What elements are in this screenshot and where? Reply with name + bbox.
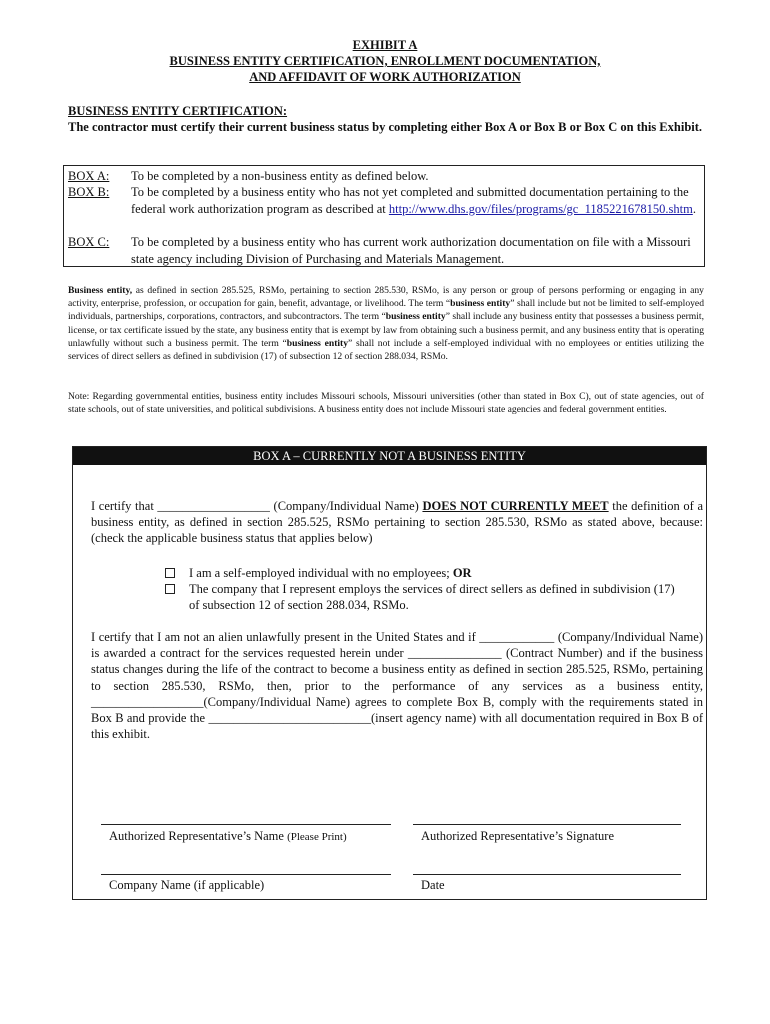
definition-text-a: as defined in section 285.525, RSMo, pertaining to section 285.530, RSMo, is any person or group of persons performing or engaging in any activity, enterprise, profession, or occupation for gain, benefit, advantage, or livelihood. The term “	[68, 285, 704, 310]
date-line[interactable]	[413, 874, 681, 875]
box-b-description	[131, 184, 701, 217]
certification-heading: BUSINESS ENTITY CERTIFICATION:	[68, 104, 288, 118]
exhibit-title	[0, 37, 770, 85]
rep-name-note: (Please Print)	[287, 831, 347, 843]
definition-term-4: business entity	[286, 337, 349, 349]
checkbox-direct-sellers[interactable]	[165, 584, 175, 594]
option1-text: I am a self-employed individual with no employees;	[189, 566, 453, 580]
box-b-text: To be completed by a business entity who has not yet completed and submitted documentation pertaining to the federal work authorization program as described at	[131, 185, 689, 216]
box-a-label: BOX A:	[68, 169, 110, 183]
box-options-table	[63, 165, 705, 267]
certify-text-b: the definition of a business entity, as defined in section 285.525, RSMo pertaining to section 285.530, RSMo as stated above, because: (check the applicable business status that applies below)	[91, 499, 703, 545]
option1-or: OR	[452, 566, 472, 580]
definition-term-3: business entity	[385, 311, 446, 323]
title-line-2: BUSINESS ENTITY CERTIFICATION, ENROLLMENT DOCUMENTATION,	[169, 54, 601, 68]
certify-emphasis: DOES NOT CURRENTLY MEET	[422, 499, 609, 513]
signature-line[interactable]	[413, 824, 681, 825]
box-c-label: BOX C:	[68, 235, 110, 249]
box-a-title: BOX A – CURRENTLY NOT A BUSINESS ENTITY	[73, 447, 706, 465]
title-line-1: EXHIBIT A	[352, 38, 418, 52]
certify-paragraph	[91, 498, 703, 546]
definition-text-d: ” shall not include a self-employed individual with no employees or entities utilizing the services of direct sellers as defined in subdivision (17) of subsection 12 of section 288.034, RSMo.	[68, 337, 704, 363]
business-entity-definition	[68, 284, 704, 363]
title-line-3: AND AFFIDAVIT OF WORK AUTHORIZATION	[249, 70, 521, 84]
box-a-form	[72, 446, 707, 900]
rep-name-text: Authorized Representative’s Name	[109, 829, 288, 843]
checkbox-self-employed[interactable]	[165, 568, 175, 578]
company-name-label: Company Name (if applicable)	[109, 878, 265, 892]
rep-signature-label: Authorized Representative’s Signature	[421, 829, 614, 843]
alien-certify-paragraph: I certify that I am not an alien unlawfully present in the United States and if ____________ (Company/Individual Name) is awarded a contract for the services requested herein under _______________ (Contract Number) and if the business status changes during the life of the contract to become a business entity as defined in section 285.525, RSMo, pertaining to section 285.530, RSMo, then, prior to the performance of any services as a business entity, __________________(Company/Individual Name) agrees to complete Box B, comply with the requirements stated in Box B and provide the __________________________(insert agency name) with all documentation required in Box B of this exhibit.	[91, 630, 703, 742]
definition-term: Business entity,	[68, 285, 133, 296]
date-label: Date	[421, 878, 445, 892]
certify-text-a: I certify that __________________ (Company/Individual Name)	[91, 499, 423, 513]
name-signature-line[interactable]	[101, 824, 391, 825]
definition-term-2: business entity	[450, 298, 511, 310]
dhs-link[interactable]: http://www.dhs.gov/files/programs/gc_1185221678150.shtm	[388, 201, 693, 216]
box-a-description: To be completed by a non-business entity as defined below.	[131, 169, 429, 183]
option-direct-sellers-label: The company that I represent employs the services of direct sellers as defined in subdivision (17) of subsection 12 of section 288.034, RSMo.	[189, 582, 675, 612]
definition-text-b: ” shall include but not be limited to self-employed individuals, partnerships, corporations, contractors, and subcontractors. The term “	[68, 298, 704, 323]
definition-text-c: ” shall include any business entity that possesses a business permit, license, or tax certificate issued by the state, any business entity that is exempt by law from obtaining such a business permit, and any business entity that is operating unlawfully without such a business permit. The term “	[68, 311, 704, 349]
box-c-description: To be completed by a business entity who has current work authorization documentation on file with a Missouri state agency including Division of Purchasing and Materials Management.	[131, 235, 691, 266]
company-name-line[interactable]	[101, 874, 391, 875]
box-b-label: BOX B:	[68, 185, 110, 199]
option-self-employed-label	[189, 565, 685, 581]
certification-section	[68, 103, 708, 135]
certification-instruction: The contractor must certify their current business status by completing either Box A or Box B or Box C on this Exhibit.	[68, 120, 703, 134]
governmental-note: Note: Regarding governmental entities, business entity includes Missouri schools, Missouri universities (other than stated in Box C), out of state agencies, out of state schools, out of state universities, and political subdivisions. A business entity does not include Missouri state agencies and federal government entities.	[68, 391, 704, 416]
box-b-suffix: .	[692, 201, 696, 216]
rep-name-label	[109, 828, 347, 845]
